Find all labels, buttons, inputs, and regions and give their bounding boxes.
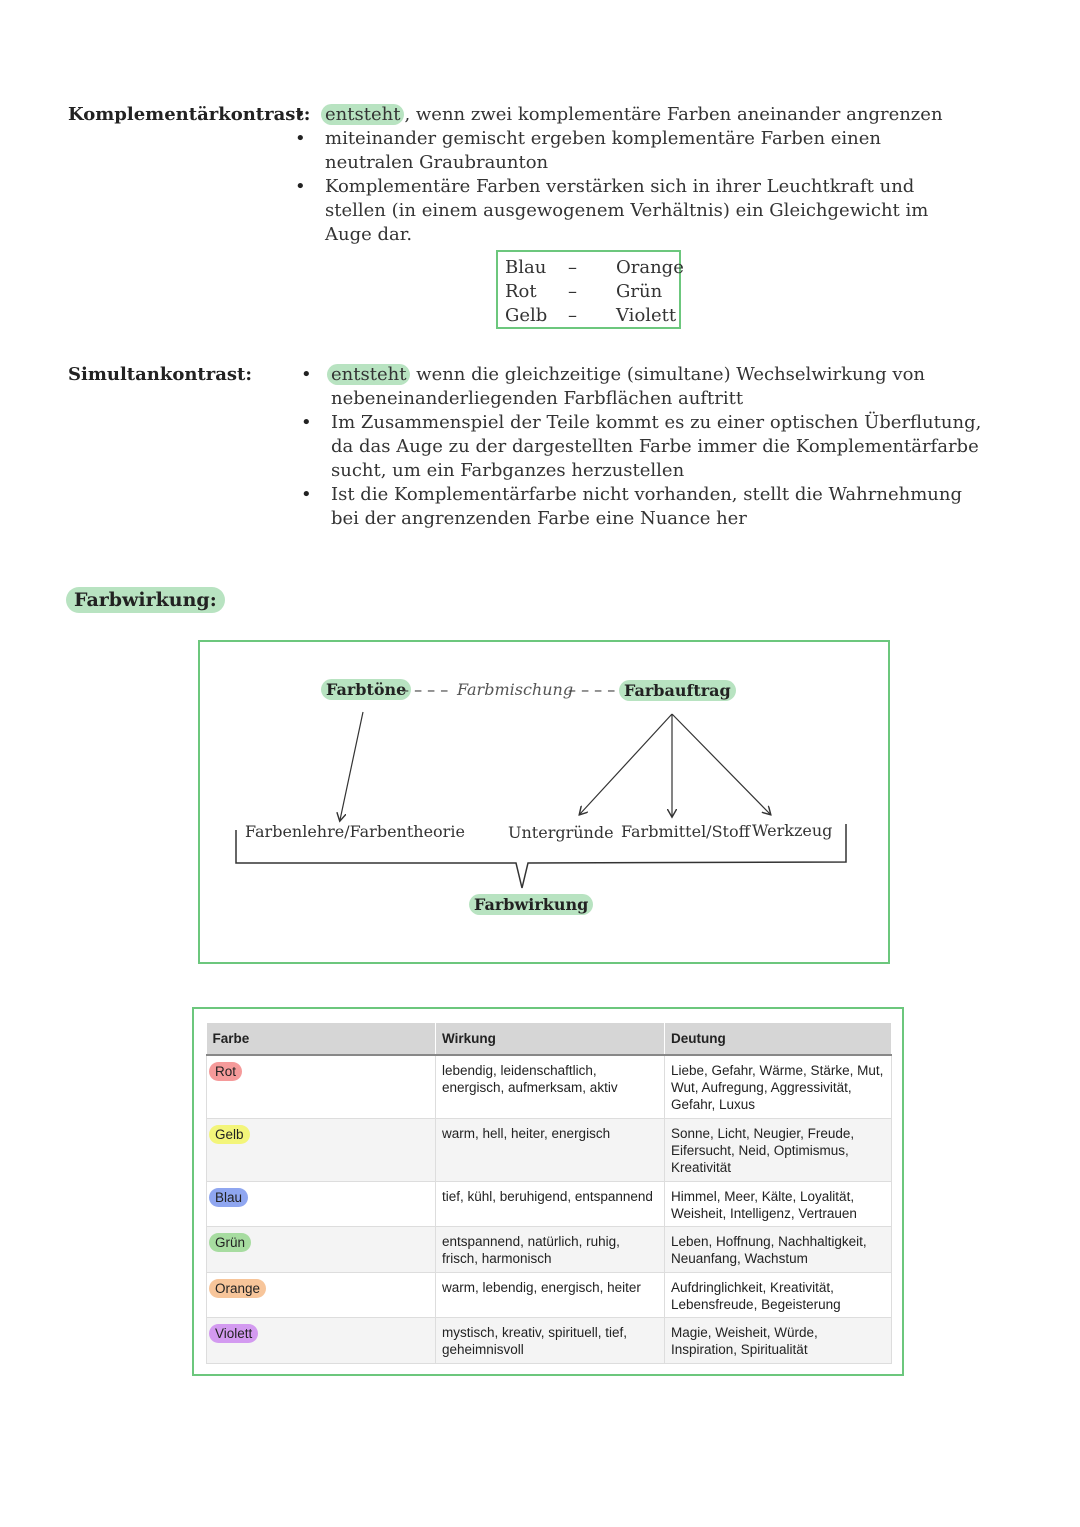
highlight-entsteht: entsteht <box>321 104 404 125</box>
color-chip: Blau <box>209 1188 248 1207</box>
pair-color-a: Blau <box>505 257 547 278</box>
cell-farbe <box>207 1055 436 1118</box>
header-deutung: Deutung <box>665 1023 892 1055</box>
table-row <box>207 1118 892 1181</box>
arrow-farbtoene-farbenlehre <box>340 712 363 820</box>
table-header-row <box>207 1023 892 1055</box>
dashes-left: – – – – <box>401 680 449 699</box>
color-chip: Violett <box>209 1324 258 1343</box>
color-chip: Grün <box>209 1233 251 1252</box>
pair-color-a: Rot <box>505 281 537 302</box>
list-item <box>325 103 965 127</box>
pair-dash: – <box>568 305 577 326</box>
farbtoene-node: Farbtöne <box>321 679 411 700</box>
cell-farbe <box>207 1272 436 1317</box>
list-item <box>331 363 991 411</box>
cell-deutung: Leben, Hoffnung, Nachhaltigkeit, Neuanfang, Wachstum <box>665 1226 892 1272</box>
cell-deutung: Aufdringlichkeit, Kreativität, Lebensfreude, Begeisterung <box>665 1272 892 1317</box>
list-item: • Ist die Komplementärfarbe nicht vorhanden, stellt die Wahrnehmung bei der angrenzenden Farbe eine Nuance her <box>331 483 991 531</box>
cell-farbe <box>207 1118 436 1181</box>
cell-deutung: Himmel, Meer, Kälte, Loyalität, Weisheit, Intelligenz, Vertrauen <box>665 1181 892 1226</box>
pair-color-b: Orange <box>616 257 684 278</box>
list-item: • Komplementäre Farben verstärken sich in ihrer Leuchtkraft und stellen (in einem ausgewogenem Verhältnis) ein Gleichgewicht im Auge dar. <box>325 175 965 247</box>
table-row <box>207 1272 892 1317</box>
pair-color-b: Grün <box>616 281 663 302</box>
farbwirkung-table <box>206 1023 892 1364</box>
bullet-text: wenn die gleichzeitige (simultane) Wechselwirkung von nebeneinanderliegenden Farbflächen auftritt <box>331 364 926 409</box>
cell-deutung: Liebe, Gefahr, Wärme, Stärke, Mut, Wut, Aufregung, Aggressivität, Gefahr, Luxus <box>665 1055 892 1118</box>
cell-wirkung: lebendig, leidenschaftlich, energisch, aufmerksam, aktiv <box>436 1055 665 1118</box>
farbauftrag-node: Farbauftrag <box>619 680 736 701</box>
complementary-pairs-box <box>496 250 684 329</box>
farbwirkung-table-box <box>192 1007 904 1376</box>
werkzeug-node: Werkzeug <box>752 821 833 840</box>
dashes-right: – – – – <box>568 680 616 699</box>
table-row <box>207 1226 892 1272</box>
cell-farbe <box>207 1226 436 1272</box>
cell-wirkung: warm, hell, heiter, energisch <box>436 1118 665 1181</box>
pair-dash: – <box>568 257 577 278</box>
cell-farbe <box>207 1181 436 1226</box>
cell-deutung: Magie, Weisheit, Würde, Inspiration, Spiritualität <box>665 1317 892 1363</box>
highlight-entsteht: entsteht <box>327 364 410 385</box>
header-farbe: Farbe <box>207 1023 436 1055</box>
komplementaerkontrast-list <box>325 103 965 247</box>
pair-row <box>498 280 679 304</box>
arrow-farbauftrag-untergruende <box>580 714 672 814</box>
pair-dash: – <box>568 281 577 302</box>
cell-wirkung: entspannend, natürlich, ruhig, frisch, harmonisch <box>436 1226 665 1272</box>
pair-row <box>498 256 684 280</box>
arrow-farbauftrag-werkzeug <box>672 714 770 814</box>
list-item: • Im Zusammenspiel der Teile kommt es zu einer optischen Überflutung, da das Auge zu der dargestellten Farbe immer die Komplementärfarbe sucht, um ein Farbganzes herzustellen <box>331 411 991 483</box>
simultankontrast-label: Simultankontrast: <box>68 364 252 385</box>
cell-wirkung: warm, lebendig, energisch, heiter <box>436 1272 665 1317</box>
untergruende-node: Untergründe <box>508 823 614 842</box>
farbmischung-node: Farbmischung <box>457 680 574 699</box>
pair-row <box>498 304 679 328</box>
farbwirkung-result-node: Farbwirkung <box>469 894 593 915</box>
komplementaerkontrast-label: Komplementärkontrast: <box>68 104 311 125</box>
cell-wirkung: tief, kühl, beruhigend, entspannend <box>436 1181 665 1226</box>
color-chip: Orange <box>209 1279 266 1298</box>
cell-deutung: Sonne, Licht, Neugier, Freude, Eifersucht, Neid, Optimismus, Kreativität <box>665 1118 892 1181</box>
pair-color-b: Violett <box>616 305 677 326</box>
pair-color-a: Gelb <box>505 305 548 326</box>
cell-wirkung: mystisch, kreativ, spirituell, tief, geheimnisvoll <box>436 1317 665 1363</box>
header-wirkung: Wirkung <box>436 1023 665 1055</box>
farbenlehre-node: Farbenlehre/Farbentheorie <box>245 822 465 841</box>
farbmittel-node: Farbmittel/Stoff <box>621 822 750 841</box>
bullet-text: , wenn zwei komplementäre Farben aneinander angrenzen <box>404 104 943 125</box>
farbwirkung-diagram <box>198 640 890 964</box>
color-chip: Rot <box>209 1062 242 1081</box>
color-chip: Gelb <box>209 1125 250 1144</box>
table-row <box>207 1055 892 1118</box>
cell-farbe <box>207 1317 436 1363</box>
simultankontrast-list <box>331 363 991 531</box>
table-row <box>207 1181 892 1226</box>
list-item: • miteinander gemischt ergeben komplementäre Farben einen neutralen Graubraunton <box>325 127 965 175</box>
table-row <box>207 1317 892 1363</box>
farbwirkung-title: Farbwirkung: <box>66 587 225 613</box>
